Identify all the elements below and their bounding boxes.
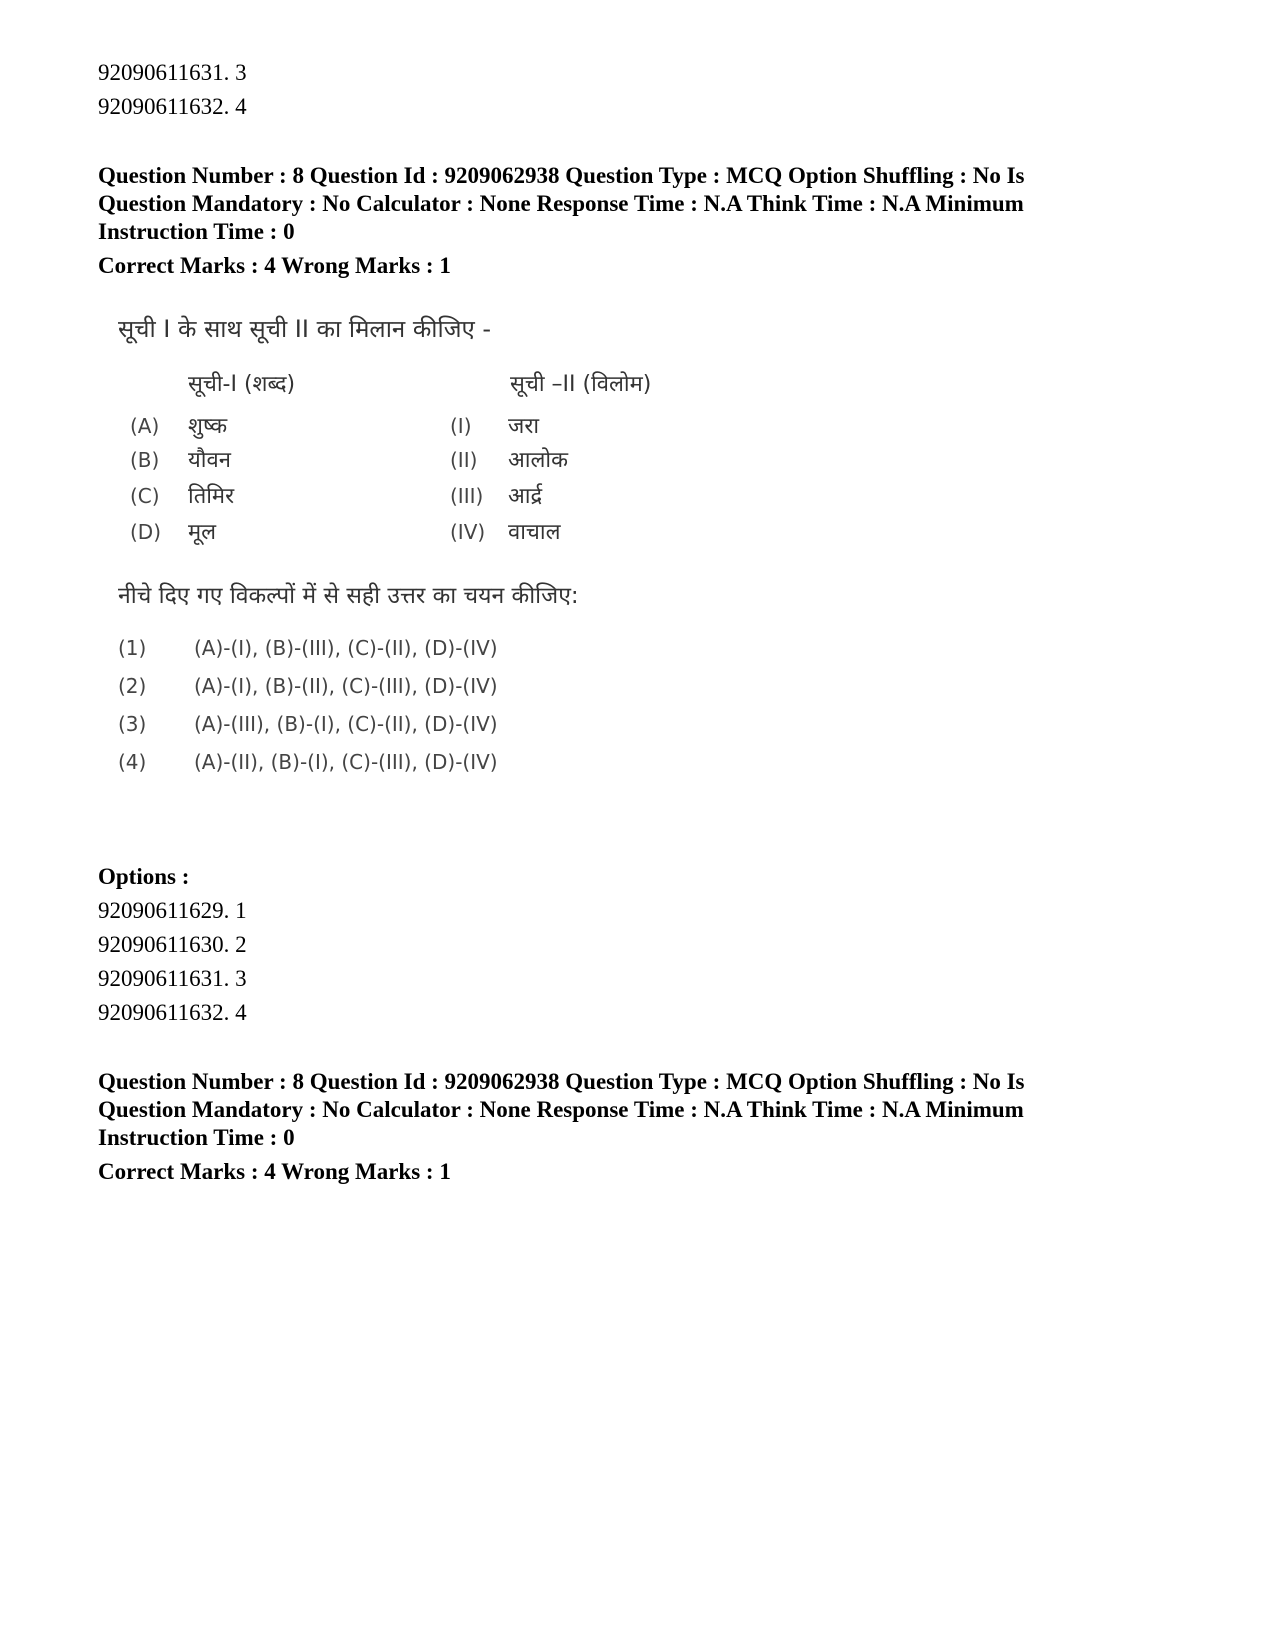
options-list xyxy=(98,894,1178,1030)
list2-header: सूची –II (विलोम) xyxy=(510,372,652,397)
match-row xyxy=(130,516,216,546)
list1-word: मूल xyxy=(188,520,217,545)
list2-word: जरा xyxy=(508,414,540,439)
list2-label: (I) xyxy=(450,414,472,438)
choice-number: (3) xyxy=(118,712,147,736)
list1-label: (D) xyxy=(130,520,162,544)
previous-options-list xyxy=(98,56,1178,124)
option-line: 92090611632. 4 xyxy=(98,94,247,119)
match-row xyxy=(450,516,561,546)
option-line: 92090611630. 2 xyxy=(98,932,247,957)
choice-number: (1) xyxy=(118,636,147,660)
choice-text: (A)-(II), (B)-(I), (C)-(III), (D)-(IV) xyxy=(194,750,498,774)
list1-label: (C) xyxy=(130,484,160,508)
question-marks: Correct Marks : 4 Wrong Marks : 1 xyxy=(98,253,451,278)
list2-label: (III) xyxy=(450,484,484,508)
choice-number: (4) xyxy=(118,750,147,774)
question-block xyxy=(98,1068,1178,1186)
choice-text: (A)-(I), (B)-(III), (C)-(II), (D)-(IV) xyxy=(194,636,498,660)
list1-word: यौवन xyxy=(188,448,231,473)
list1-label: (A) xyxy=(130,414,160,438)
option-line: 92090611631. 3 xyxy=(98,966,247,991)
list2-word: आलोक xyxy=(508,448,568,473)
list1-header: सूची-I (शब्द) xyxy=(188,372,296,397)
list2-word: वाचाल xyxy=(508,520,561,545)
match-row xyxy=(450,410,539,440)
list1-label: (B) xyxy=(130,448,160,472)
choice-number: (2) xyxy=(118,674,147,698)
option-line: 92090611632. 4 xyxy=(98,1000,247,1025)
match-row xyxy=(450,444,568,474)
answer-choice xyxy=(118,674,498,698)
match-row xyxy=(130,444,231,474)
question-image xyxy=(118,302,738,822)
option-line: 92090611631. 3 xyxy=(98,60,247,85)
question-meta: Question Number : 8 Question Id : 9209062938 Question Type : MCQ Option Shuffling : No Is Question Mandatory : No Calculator : None Response Time : N.A Think Time : N.A Minimum Instruction Time : 0 xyxy=(98,163,1025,244)
question-block xyxy=(98,162,1178,1030)
match-row xyxy=(130,410,227,440)
question-instruction: सूची I के साथ सूची II का मिलान कीजिए - xyxy=(118,315,492,343)
answer-choice xyxy=(118,636,498,660)
list1-word: तिमिर xyxy=(188,484,235,509)
answer-choice xyxy=(118,750,498,774)
match-row xyxy=(450,480,542,510)
choice-text: (A)-(III), (B)-(I), (C)-(II), (D)-(IV) xyxy=(194,712,498,736)
choice-text: (A)-(I), (B)-(II), (C)-(III), (D)-(IV) xyxy=(194,674,498,698)
answer-choice xyxy=(118,712,498,736)
list1-word: शुष्क xyxy=(188,414,228,439)
option-line: 92090611629. 1 xyxy=(98,898,247,923)
question-meta: Question Number : 8 Question Id : 9209062938 Question Type : MCQ Option Shuffling : No Is Question Mandatory : No Calculator : None Response Time : N.A Think Time : N.A Minimum Instruction Time : 0 xyxy=(98,1069,1025,1150)
match-row xyxy=(130,480,234,510)
list2-label: (IV) xyxy=(450,520,486,544)
options-title: Options : xyxy=(98,864,190,889)
document-page xyxy=(98,56,1178,1186)
list2-label: (II) xyxy=(450,448,478,472)
list2-word: आर्द्र xyxy=(508,484,543,509)
question-marks: Correct Marks : 4 Wrong Marks : 1 xyxy=(98,1159,451,1184)
answer-prompt: नीचे दिए गए विकल्पों में से सही उत्तर का चयन कीजिए: xyxy=(118,583,579,609)
